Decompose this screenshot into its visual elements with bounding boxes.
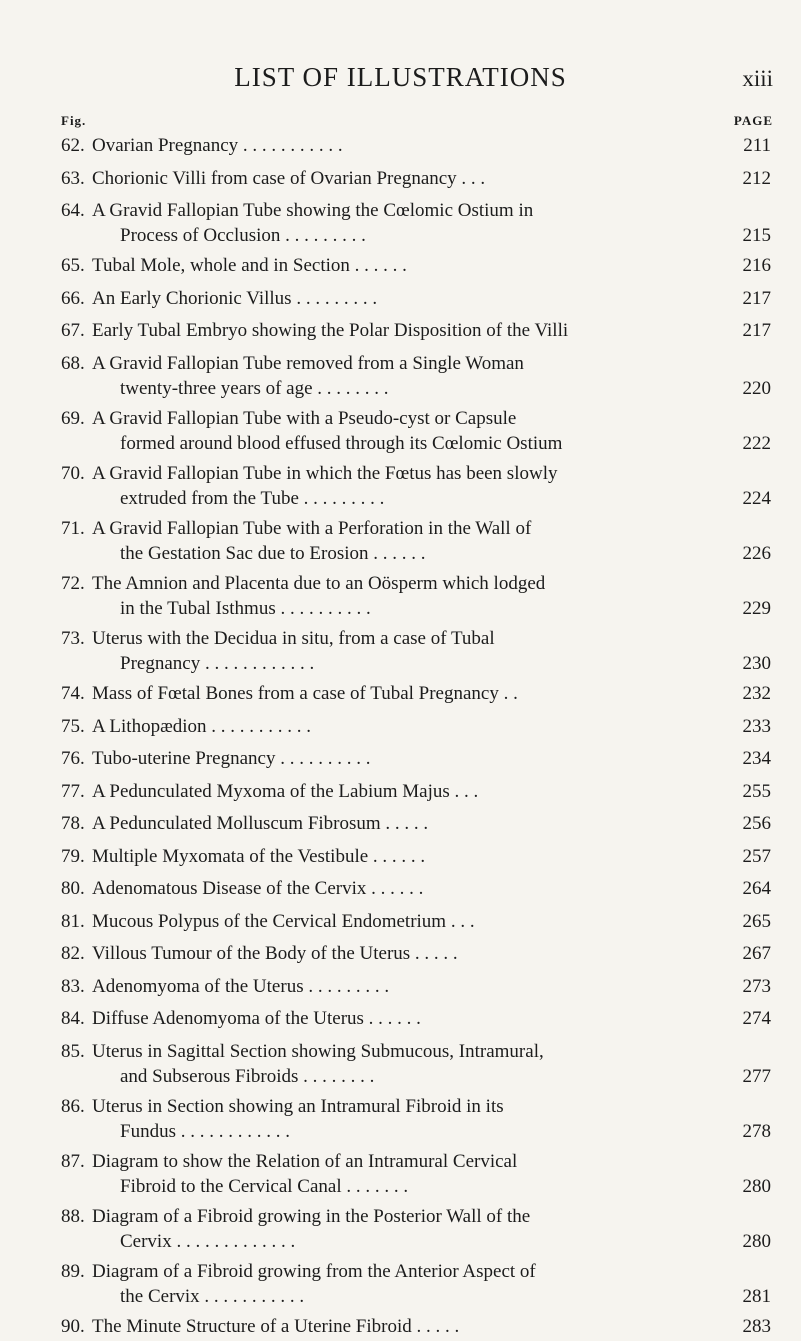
entry-page: 220 [742, 378, 771, 399]
entry-title: Ovarian Pregnancy . . . . . . . . . . . [92, 135, 343, 156]
figure-number: 67. [61, 320, 85, 341]
figure-number: 85. [61, 1041, 85, 1062]
entry-page: 211 [743, 135, 771, 156]
figure-number: 80. [61, 878, 85, 899]
entry-page: 273 [742, 976, 771, 997]
figure-number: 73. [61, 628, 85, 649]
entry-page: 280 [742, 1231, 771, 1252]
entry-title: Villous Tumour of the Body of the Uterus . . . . . [92, 943, 458, 964]
entry-title: Adenomyoma of the Uterus . . . . . . . . . [92, 976, 390, 997]
entry-page: 224 [742, 488, 771, 509]
entry-page: 217 [742, 320, 771, 341]
fig-column-heading: Fig. [61, 113, 87, 128]
entry-page: 222 [742, 433, 771, 454]
entry-page: 226 [742, 543, 771, 564]
entry-title: A Gravid Fallopian Tube showing the Cœlomic Ostium in [92, 200, 534, 221]
figure-number: 66. [61, 288, 85, 309]
entry-title: A Gravid Fallopian Tube with a Perforation in the Wall of [92, 518, 532, 539]
entry-page: 212 [742, 168, 771, 189]
figure-number: 78. [61, 813, 85, 834]
entry-title-continuation: the Gestation Sac due to Erosion . . . . . . [120, 543, 426, 564]
entry-title: Mass of Fœtal Bones from a case of Tubal Pregnancy . . [92, 683, 518, 704]
entry-title: Chorionic Villi from case of Ovarian Pregnancy . . . [92, 168, 486, 189]
entry-title-continuation: Pregnancy . . . . . . . . . . . . [120, 653, 315, 674]
entry-title: A Gravid Fallopian Tube removed from a Single Woman [92, 353, 524, 374]
figure-number: 90. [61, 1316, 85, 1337]
entry-title: An Early Chorionic Villus . . . . . . . . . [92, 288, 378, 309]
entry-title: A Pedunculated Myxoma of the Labium Majus . . . [92, 781, 479, 802]
entry-title-continuation: Cervix . . . . . . . . . . . . . [120, 1231, 296, 1252]
page-number: xiii [742, 66, 773, 91]
entry-title: The Minute Structure of a Uterine Fibroid . . . . . [92, 1316, 460, 1337]
entry-title-continuation: Process of Occlusion . . . . . . . . . [120, 225, 366, 246]
figure-number: 88. [61, 1206, 85, 1227]
entry-title: Diagram to show the Relation of an Intramural Cervical [92, 1151, 518, 1172]
figure-number: 89. [61, 1261, 85, 1282]
entry-title: Multiple Myxomata of the Vestibule . . . . . . [92, 846, 426, 867]
entry-page: 217 [742, 288, 771, 309]
entry-title-continuation: and Subserous Fibroids . . . . . . . . [120, 1066, 375, 1087]
figure-number: 72. [61, 573, 85, 594]
entry-page: 264 [742, 878, 771, 899]
entry-title: Uterus in Sagittal Section showing Submucous, Intramural, [92, 1041, 544, 1062]
entry-page: 281 [742, 1286, 771, 1307]
entry-title-continuation: in the Tubal Isthmus . . . . . . . . . . [120, 598, 371, 619]
figure-number: 79. [61, 846, 85, 867]
page-title: LIST OF ILLUSTRATIONS [234, 62, 567, 92]
entry-title: A Gravid Fallopian Tube with a Pseudo-cyst or Capsule [92, 408, 517, 429]
figure-number: 71. [61, 518, 85, 539]
figure-number: 86. [61, 1096, 85, 1117]
entry-page: 283 [742, 1316, 771, 1337]
entry-title-continuation: Fundus . . . . . . . . . . . . [120, 1121, 290, 1142]
figure-number: 74. [61, 683, 85, 704]
figure-number: 77. [61, 781, 85, 802]
figure-number: 64. [61, 200, 85, 221]
entry-title: Diagram of a Fibroid growing in the Posterior Wall of the [92, 1206, 531, 1227]
entry-title-continuation: Fibroid to the Cervical Canal . . . . . . . [120, 1176, 409, 1197]
entry-title: Tubo-uterine Pregnancy . . . . . . . . . . [92, 748, 371, 769]
entry-page: 280 [742, 1176, 771, 1197]
entry-title-continuation: formed around blood effused through its Cœlomic Ostium [120, 433, 563, 454]
running-header [0, 62, 801, 102]
entry-title: Diagram of a Fibroid growing from the Anterior Aspect of [92, 1261, 536, 1282]
entry-title: A Pedunculated Molluscum Fibrosum . . . . . [92, 813, 429, 834]
entry-page: 278 [742, 1121, 771, 1142]
entry-title-continuation: twenty-three years of age . . . . . . . . [120, 378, 389, 399]
entry-page: 232 [742, 683, 771, 704]
entry-title: Uterus in Section showing an Intramural Fibroid in its [92, 1096, 504, 1117]
figure-number: 69. [61, 408, 85, 429]
entry-page: 277 [742, 1066, 771, 1087]
figure-number: 81. [61, 911, 85, 932]
figure-number: 70. [61, 463, 85, 484]
entry-page: 229 [742, 598, 771, 619]
figure-number: 76. [61, 748, 85, 769]
entry-title: Mucous Polypus of the Cervical Endometrium . . . [92, 911, 475, 932]
entry-page: 256 [742, 813, 771, 834]
entry-title-continuation: the Cervix . . . . . . . . . . . [120, 1286, 305, 1307]
entry-title: The Amnion and Placenta due to an Oösperm which lodged [92, 573, 546, 594]
entry-title: Diffuse Adenomyoma of the Uterus . . . . . . [92, 1008, 421, 1029]
entry-page: 257 [742, 846, 771, 867]
entry-page: 234 [742, 748, 771, 769]
entry-page: 265 [742, 911, 771, 932]
entry-title: Adenomatous Disease of the Cervix . . . . . . [92, 878, 424, 899]
figure-number: 65. [61, 255, 85, 276]
figure-number: 82. [61, 943, 85, 964]
entry-page: 230 [742, 653, 771, 674]
figure-number: 62. [61, 135, 85, 156]
entry-page: 216 [742, 255, 771, 276]
entry-title: Early Tubal Embryo showing the Polar Disposition of the Villi [92, 320, 569, 341]
entry-title: Uterus with the Decidua in situ, from a case of Tubal [92, 628, 495, 649]
figure-number: 87. [61, 1151, 85, 1172]
figure-number: 83. [61, 976, 85, 997]
entry-page: 267 [742, 943, 771, 964]
entry-title: A Gravid Fallopian Tube in which the Fœtus has been slowly [92, 463, 558, 484]
entry-title: A Lithopædion . . . . . . . . . . . [92, 716, 312, 737]
entry-page: 274 [742, 1008, 771, 1029]
figure-number: 68. [61, 353, 85, 374]
figure-number: 63. [61, 168, 85, 189]
figure-number: 75. [61, 716, 85, 737]
entry-title: Tubal Mole, whole and in Section . . . . . . [92, 255, 407, 276]
entry-page: 215 [742, 225, 771, 246]
entry-page: 255 [742, 781, 771, 802]
entry-page: 233 [742, 716, 771, 737]
figure-number: 84. [61, 1008, 85, 1029]
entry-title-continuation: extruded from the Tube . . . . . . . . . [120, 488, 385, 509]
page-column-heading: PAGE [733, 113, 773, 128]
